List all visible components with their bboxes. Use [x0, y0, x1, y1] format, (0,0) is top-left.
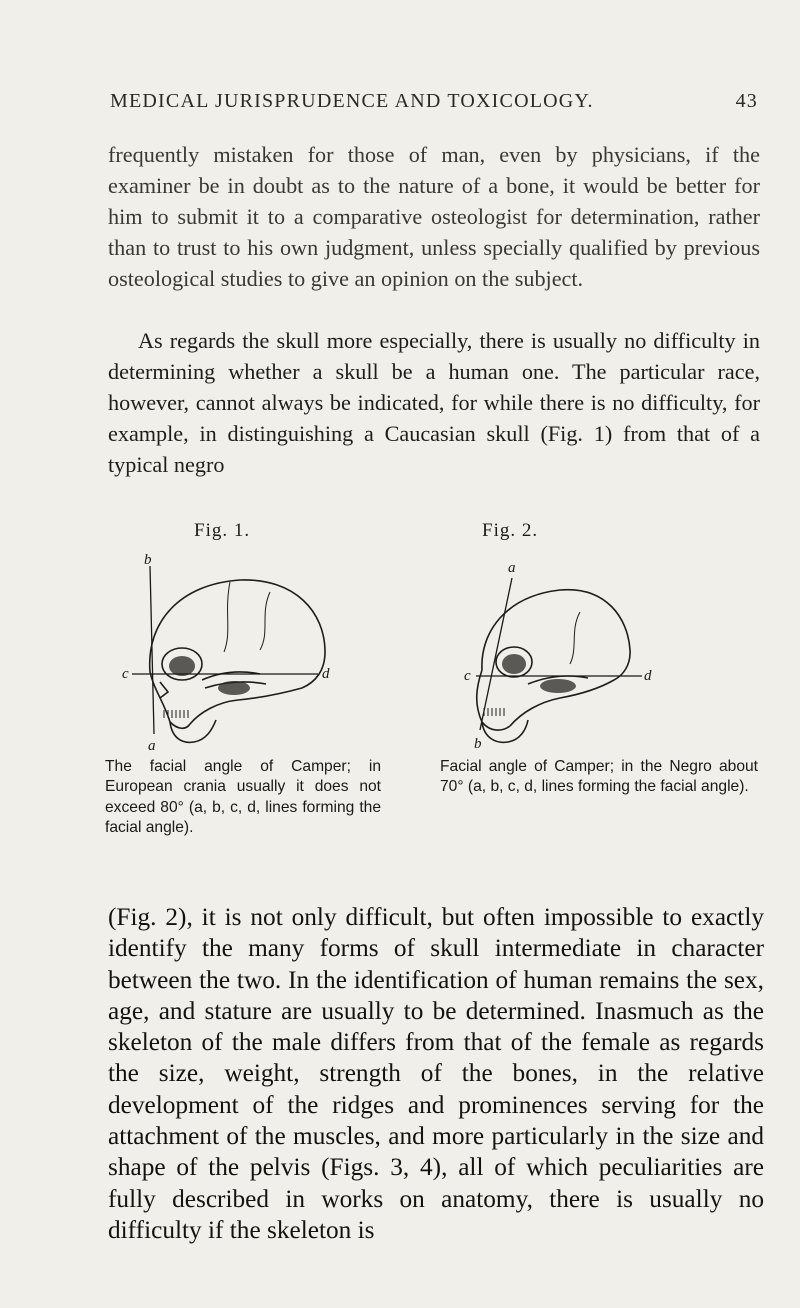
figure-2-label: Fig. 2.: [482, 520, 539, 541]
fig1-letter-b: b: [144, 552, 152, 568]
figure-2-skull-illustration: [410, 552, 750, 752]
fig2-letter-a: a: [508, 560, 516, 576]
figure-2-caption: Facial angle of Camper; in the Negro about 70° (a, b, c, d, lines forming the facial angle).: [440, 758, 758, 796]
fig2-letter-b: b: [474, 736, 482, 752]
running-head-title: MEDICAL JURISPRUDENCE AND TOXICOLOGY.: [110, 90, 594, 112]
figure-1-label: Fig. 1.: [194, 520, 251, 541]
figure-1-caption: The facial angle of Camper; in European crania usually it does not exceed 80° (a, b, c, d, lines forming the facial angle).: [105, 758, 381, 836]
fig2-letter-d: d: [644, 668, 652, 684]
fig1-letter-c: c: [122, 666, 129, 682]
paragraph-continuation: frequently mistaken for those of man, even by physicians, if the examiner be in doubt as to the nature of a bone, it would be better for him to submit it to a comparative osteologist for determination, rather than to trust to his own judgment, unless specially qualified by previous osteological studies to give an opinion on the subject.: [108, 142, 760, 291]
paragraph-skull: As regards the skull more especially, there is usually no difficulty in determining whether a skull be a human one. The particular race, however, cannot always be indicated, for while there is no difficulty, for example, in distinguishing a Caucasian skull (Fig. 1) from that of a typical negro: [108, 328, 760, 477]
fig1-letter-d: d: [322, 666, 330, 682]
fig2-letter-c: c: [464, 668, 471, 684]
fig1-letter-a: a: [148, 738, 156, 752]
figure-1-skull-illustration: [120, 552, 350, 752]
paragraph-identification: (Fig. 2), it is not only difficult, but often impossible to exactly identify the many forms of skull intermediate in character between the two. In the identification of human remains the sex, age, and stature are usually to be determined. Inasmuch as the skeleton of the male differs from that of the female as regards the size, weight, strength of the bones, in the relative development of the ridges and prominences serving for the attachment of the muscles, and more particularly in the size and shape of the pelvis (Figs. 3, 4), all of which peculiarities are fully described in works on anatomy, there is usually no difficulty if the skeleton is: [108, 903, 764, 1244]
running-head: [110, 90, 760, 113]
page-number: 43: [735, 90, 758, 112]
